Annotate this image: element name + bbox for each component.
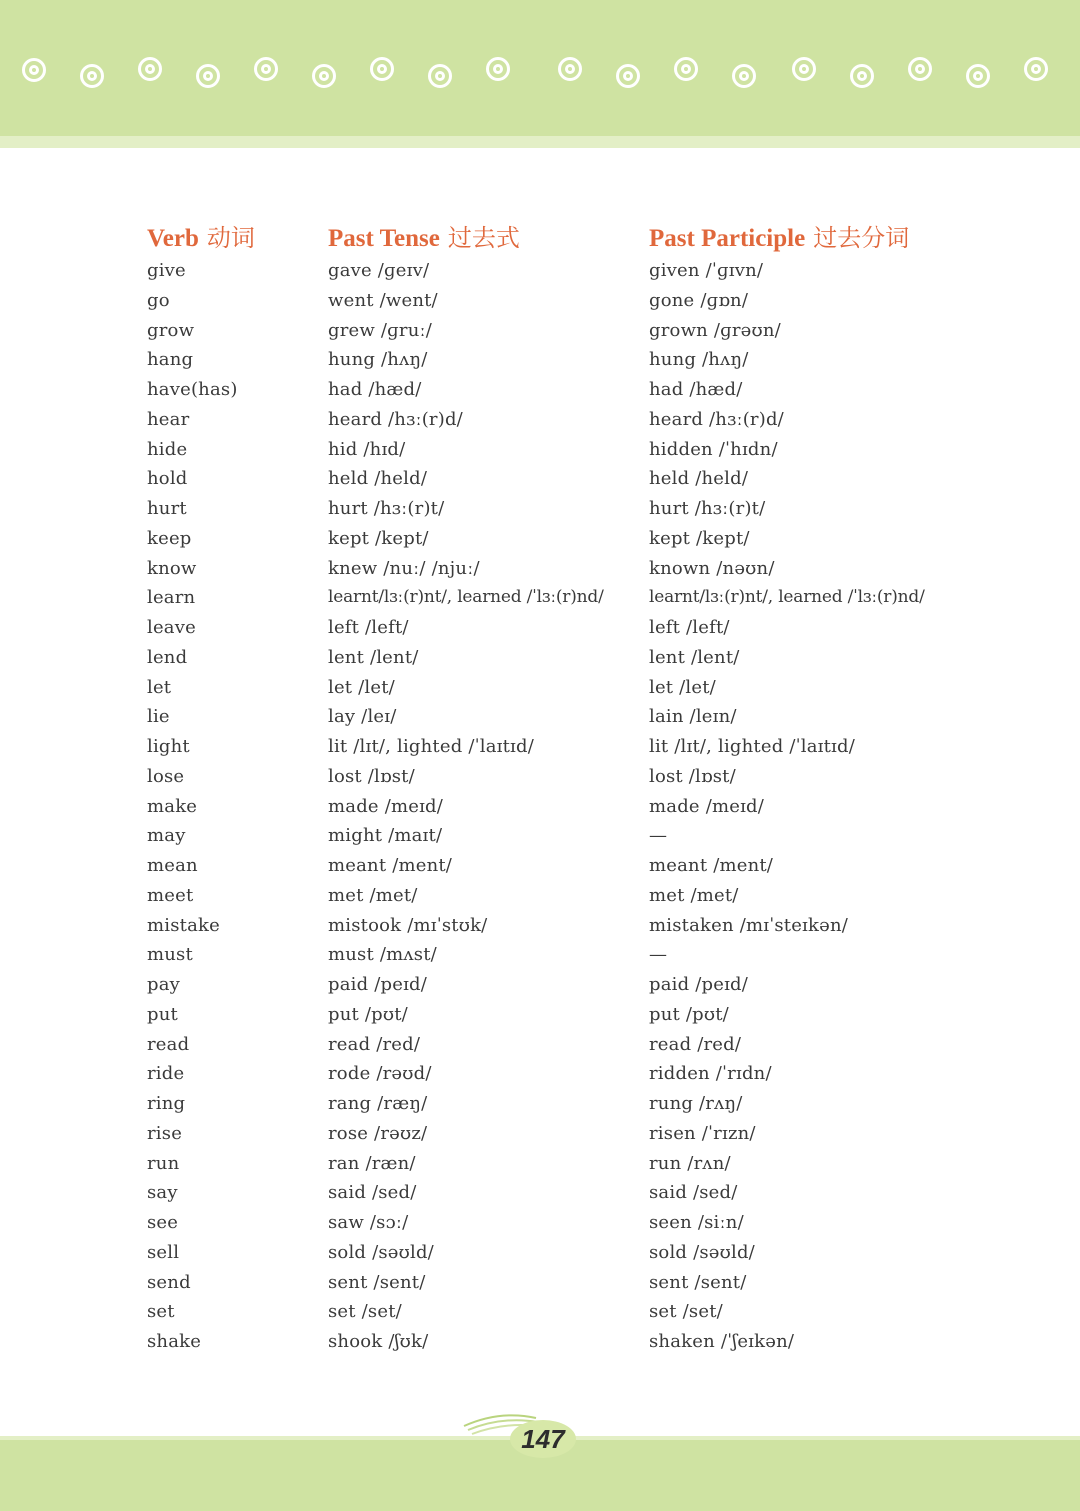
past-tense-cell: set /set/ bbox=[328, 1301, 402, 1323]
verb-cell: ring bbox=[147, 1093, 186, 1114]
past-participle-cell: run /rʌn/ bbox=[649, 1152, 731, 1174]
verb-cell: give bbox=[147, 260, 186, 281]
verb-cell: mistake bbox=[147, 914, 220, 936]
verb-cell: hang bbox=[147, 349, 194, 371]
top-band-stripe bbox=[0, 136, 1080, 148]
past-participle-cell: hung /hʌŋ/ bbox=[649, 349, 749, 371]
table-row bbox=[0, 762, 1080, 792]
table-row bbox=[0, 970, 1080, 1000]
past-tense-cell: sent /sent/ bbox=[328, 1271, 426, 1293]
table-row bbox=[0, 732, 1080, 762]
past-participle-cell: lit /lɪt/, lighted /ˈlaɪtɪd/ bbox=[649, 736, 855, 757]
past-tense-cell: held /held/ bbox=[328, 468, 428, 490]
table-row bbox=[0, 524, 1080, 554]
ring-icon bbox=[792, 57, 816, 81]
past-participle-cell: learnt/lɜː(r)nt/, learned /ˈlɜː(r)nd/ bbox=[649, 587, 925, 608]
header-participle-en: Past Participle bbox=[649, 225, 806, 252]
table-row bbox=[0, 821, 1080, 851]
header-past-participle bbox=[649, 218, 909, 253]
header-past-zh: 过去式 bbox=[447, 224, 520, 252]
verb-cell: know bbox=[147, 557, 197, 579]
table-row bbox=[0, 1238, 1080, 1268]
past-tense-cell: gave /ɡeɪv/ bbox=[328, 260, 430, 281]
ring-icon bbox=[428, 64, 452, 88]
ring-icon bbox=[196, 64, 220, 88]
table-row bbox=[0, 940, 1080, 970]
page-number-badge bbox=[510, 1420, 576, 1458]
table-row bbox=[0, 1178, 1080, 1208]
verb-cell: keep bbox=[147, 527, 192, 549]
header-past-en: Past Tense bbox=[328, 225, 440, 252]
past-participle-cell: set /set/ bbox=[649, 1301, 723, 1323]
verb-cell: go bbox=[147, 289, 170, 311]
table-row bbox=[0, 256, 1080, 286]
table-row bbox=[0, 702, 1080, 732]
ring-icon bbox=[370, 57, 394, 81]
verb-cell: must bbox=[147, 944, 193, 966]
table-row bbox=[0, 1297, 1080, 1327]
past-tense-cell: read /red/ bbox=[328, 1033, 421, 1055]
verb-cell: have(has) bbox=[147, 379, 238, 400]
table-row bbox=[0, 286, 1080, 316]
table-row bbox=[0, 464, 1080, 494]
verb-cell: set bbox=[147, 1301, 175, 1323]
past-tense-cell: had /hæd/ bbox=[328, 379, 422, 400]
verb-cell: run bbox=[147, 1152, 180, 1174]
ring-icon bbox=[966, 64, 990, 88]
verb-cell: hold bbox=[147, 468, 188, 490]
ring-icon bbox=[850, 64, 874, 88]
past-participle-cell: had /hæd/ bbox=[649, 379, 743, 400]
past-participle-cell: met /met/ bbox=[649, 884, 739, 906]
ring-icon bbox=[312, 64, 336, 88]
past-tense-cell: grew /ɡruː/ bbox=[328, 319, 433, 341]
verb-cell: pay bbox=[147, 974, 181, 995]
past-tense-cell: made /meɪd/ bbox=[328, 795, 444, 817]
past-tense-cell: lay /leɪ/ bbox=[328, 706, 397, 728]
past-participle-cell: rung /rʌŋ/ bbox=[649, 1093, 743, 1114]
past-tense-cell: learnt/lɜː(r)nt/, learned /ˈlɜː(r)nd/ bbox=[328, 587, 604, 608]
table-row bbox=[0, 613, 1080, 643]
past-tense-cell: met /met/ bbox=[328, 884, 418, 906]
past-participle-cell: given /ˈɡɪvn/ bbox=[649, 260, 764, 281]
past-participle-cell: shaken /ˈʃeɪkən/ bbox=[649, 1331, 795, 1352]
page-number: 147 bbox=[521, 1423, 565, 1454]
past-tense-cell: kept /kept/ bbox=[328, 527, 429, 549]
table-row bbox=[0, 405, 1080, 435]
past-participle-cell: lost /lɒst/ bbox=[649, 765, 736, 787]
past-tense-cell: saw /sɔː/ bbox=[328, 1212, 409, 1233]
past-tense-cell: meant /ment/ bbox=[328, 855, 453, 876]
past-tense-cell: said /sed/ bbox=[328, 1182, 417, 1204]
table-row bbox=[0, 1268, 1080, 1298]
verb-cell: rise bbox=[147, 1122, 183, 1144]
table-row bbox=[0, 1119, 1080, 1149]
header-verb-zh: 动词 bbox=[206, 224, 255, 252]
verb-cell: hide bbox=[147, 438, 188, 460]
past-participle-cell: paid /peɪd/ bbox=[649, 974, 749, 995]
verb-cell: hear bbox=[147, 408, 190, 430]
past-participle-cell: risen /ˈrɪzn/ bbox=[649, 1122, 756, 1144]
verb-cell: leave bbox=[147, 617, 196, 638]
past-participle-cell: heard /hɜː(r)d/ bbox=[649, 408, 784, 430]
verb-cell: see bbox=[147, 1212, 179, 1233]
verb-cell: may bbox=[147, 825, 186, 847]
ring-icon bbox=[908, 57, 932, 81]
table-row bbox=[0, 554, 1080, 584]
table-row bbox=[0, 1089, 1080, 1119]
table-row bbox=[0, 435, 1080, 465]
verb-cell: learn bbox=[147, 587, 196, 609]
verb-cell: lend bbox=[147, 646, 188, 668]
table-row bbox=[0, 1208, 1080, 1238]
table-row bbox=[0, 1059, 1080, 1089]
column-headers bbox=[0, 218, 1080, 258]
past-participle-cell: said /sed/ bbox=[649, 1182, 738, 1204]
past-participle-cell: gone /ɡɒn/ bbox=[649, 289, 749, 311]
past-tense-cell: rode /rəʊd/ bbox=[328, 1063, 432, 1085]
table-row bbox=[0, 1000, 1080, 1030]
header-past-tense bbox=[328, 218, 520, 253]
table-row bbox=[0, 345, 1080, 375]
verb-cell: let bbox=[147, 676, 172, 698]
table-row bbox=[0, 881, 1080, 911]
verb-cell: grow bbox=[147, 319, 195, 341]
past-participle-cell: hurt /hɜː(r)t/ bbox=[649, 498, 766, 519]
past-tense-cell: shook /ʃʊk/ bbox=[328, 1331, 429, 1352]
table-row bbox=[0, 316, 1080, 346]
past-tense-cell: lent /lent/ bbox=[328, 646, 419, 668]
past-tense-cell: might /maɪt/ bbox=[328, 825, 443, 847]
verb-cell: hurt bbox=[147, 498, 187, 519]
past-participle-cell: seen /siːn/ bbox=[649, 1212, 744, 1233]
table-row bbox=[0, 673, 1080, 703]
table-row bbox=[0, 792, 1080, 822]
verb-cell: mean bbox=[147, 855, 198, 876]
ring-icon bbox=[674, 57, 698, 81]
past-tense-cell: rose /rəʊz/ bbox=[328, 1122, 428, 1144]
past-tense-cell: lost /lɒst/ bbox=[328, 765, 415, 787]
past-tense-cell: ran /ræn/ bbox=[328, 1152, 416, 1174]
past-tense-cell: hung /hʌŋ/ bbox=[328, 349, 428, 371]
ring-icon bbox=[254, 57, 278, 81]
verb-cell: meet bbox=[147, 884, 194, 906]
past-tense-cell: rang /ræŋ/ bbox=[328, 1093, 428, 1114]
ring-icon bbox=[486, 57, 510, 81]
past-tense-cell: put /pʊt/ bbox=[328, 1003, 408, 1025]
past-tense-cell: let /let/ bbox=[328, 676, 395, 698]
ring-icon bbox=[732, 64, 756, 88]
past-tense-cell: lit /lɪt/, lighted /ˈlaɪtɪd/ bbox=[328, 736, 534, 757]
past-participle-cell: sold /səʊld/ bbox=[649, 1241, 755, 1263]
past-participle-cell: hidden /ˈhɪdn/ bbox=[649, 438, 778, 460]
verb-cell: send bbox=[147, 1271, 191, 1293]
past-participle-cell: made /meɪd/ bbox=[649, 795, 765, 817]
ring-icon bbox=[558, 57, 582, 81]
past-tense-cell: must /mʌst/ bbox=[328, 944, 437, 966]
past-participle-cell: known /nəʊn/ bbox=[649, 557, 775, 579]
verb-cell: lie bbox=[147, 706, 170, 728]
verb-cell: lose bbox=[147, 765, 185, 787]
past-participle-cell: mistaken /mɪˈsteɪkən/ bbox=[649, 914, 849, 936]
past-participle-cell: ridden /ˈrɪdn/ bbox=[649, 1063, 772, 1085]
verb-cell: ride bbox=[147, 1063, 185, 1085]
past-participle-cell: — bbox=[649, 825, 668, 847]
header-verb-en: Verb bbox=[147, 225, 199, 252]
ring-icon bbox=[22, 58, 46, 82]
past-participle-cell: kept /kept/ bbox=[649, 527, 750, 549]
verb-cell: read bbox=[147, 1033, 190, 1055]
past-participle-cell: left /left/ bbox=[649, 617, 730, 638]
past-participle-cell: grown /ɡrəʊn/ bbox=[649, 319, 781, 341]
verb-cell: make bbox=[147, 795, 198, 817]
ring-icon bbox=[80, 64, 104, 88]
past-tense-cell: left /left/ bbox=[328, 617, 409, 638]
table-row bbox=[0, 643, 1080, 673]
past-participle-cell: — bbox=[649, 944, 668, 966]
past-tense-cell: hurt /hɜː(r)t/ bbox=[328, 498, 445, 519]
top-decorative-band bbox=[0, 0, 1080, 136]
table-row bbox=[0, 1149, 1080, 1179]
past-tense-cell: heard /hɜː(r)d/ bbox=[328, 408, 463, 430]
table-row bbox=[0, 911, 1080, 941]
past-tense-cell: paid /peɪd/ bbox=[328, 974, 428, 995]
table-row bbox=[0, 851, 1080, 881]
past-participle-cell: sent /sent/ bbox=[649, 1271, 747, 1293]
table-row bbox=[0, 1030, 1080, 1060]
past-participle-cell: held /held/ bbox=[649, 468, 749, 490]
past-participle-cell: lent /lent/ bbox=[649, 646, 740, 668]
past-participle-cell: let /let/ bbox=[649, 676, 716, 698]
table-row bbox=[0, 1327, 1080, 1357]
verb-cell: put bbox=[147, 1003, 178, 1025]
past-tense-cell: mistook /mɪˈstʊk/ bbox=[328, 914, 488, 936]
ring-icon bbox=[138, 57, 162, 81]
past-participle-cell: lain /leɪn/ bbox=[649, 706, 737, 728]
table-row bbox=[0, 583, 1080, 613]
table-row bbox=[0, 375, 1080, 405]
past-tense-cell: went /went/ bbox=[328, 289, 438, 311]
ring-icon bbox=[616, 64, 640, 88]
past-tense-cell: knew /nuː/ /njuː/ bbox=[328, 557, 480, 579]
past-participle-cell: put /pʊt/ bbox=[649, 1003, 729, 1025]
header-verb bbox=[147, 218, 255, 253]
past-tense-cell: sold /səʊld/ bbox=[328, 1241, 434, 1263]
verb-cell: shake bbox=[147, 1331, 202, 1352]
header-participle-zh: 过去分词 bbox=[813, 224, 910, 252]
ring-icon bbox=[1024, 57, 1048, 81]
verb-cell: say bbox=[147, 1182, 178, 1204]
verb-table bbox=[0, 256, 1080, 1357]
past-participle-cell: read /red/ bbox=[649, 1033, 742, 1055]
past-participle-cell: meant /ment/ bbox=[649, 855, 774, 876]
past-tense-cell: hid /hɪd/ bbox=[328, 438, 406, 460]
verb-cell: sell bbox=[147, 1241, 180, 1263]
verb-cell: light bbox=[147, 736, 190, 757]
table-row bbox=[0, 494, 1080, 524]
